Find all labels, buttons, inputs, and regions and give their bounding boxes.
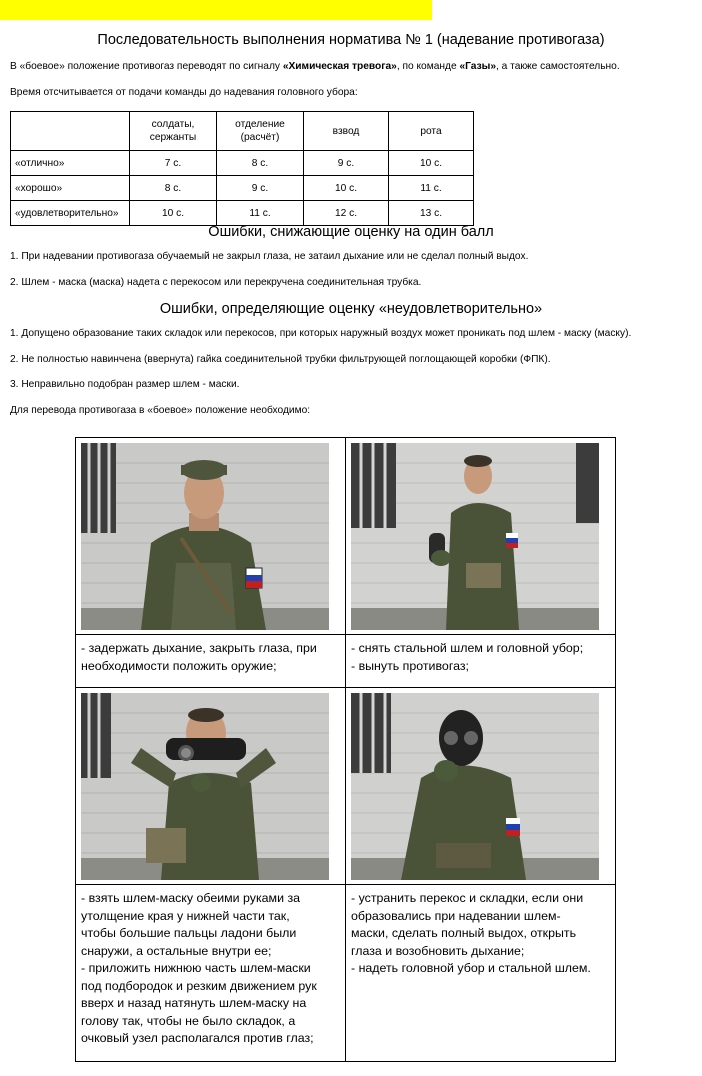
header-cell: отделение (расчёт) xyxy=(217,112,304,151)
time-cell: 13 с. xyxy=(389,201,474,226)
yellow-highlight-bar xyxy=(0,0,432,20)
caption-row xyxy=(76,635,616,688)
header-cell: рота xyxy=(389,112,474,151)
photo-cell xyxy=(76,438,346,635)
time-cell: 8 с. xyxy=(130,176,217,201)
list-item: 1. Допущено образование таких складок или перекосов, при которых наружный воздух может проникать под шлем - маску (маску). xyxy=(10,328,632,339)
photo-cell xyxy=(346,688,616,885)
table-row xyxy=(11,151,474,176)
step-caption: - снять стальной шлем и головной убор; - вынуть противогаз; xyxy=(351,641,584,673)
time-cell: 10 с. xyxy=(304,176,389,201)
time-cell: 7 с. xyxy=(130,151,217,176)
time-cell: 9 с. xyxy=(217,176,304,201)
step-photo-1 xyxy=(81,443,329,630)
list-item: 2. Шлем - маска (маска) надета с перекосом или перекручена соединительная трубка. xyxy=(10,277,422,288)
photo-row xyxy=(76,438,616,635)
caption-cell xyxy=(76,635,346,688)
section-title-minus-one: Ошибки, снижающие оценку на один балл xyxy=(208,224,494,240)
table-row xyxy=(11,176,474,201)
photo-cell xyxy=(76,688,346,885)
photo-row xyxy=(76,688,616,885)
photo-cell xyxy=(346,438,616,635)
time-cell: 11 с. xyxy=(217,201,304,226)
time-cell: 8 с. xyxy=(217,151,304,176)
combat-note: Для перевода противогаза в «боевое» положение необходимо: xyxy=(10,405,311,416)
step-photo-3 xyxy=(81,693,329,880)
step-caption: - взять шлем-маску обеими руками за утолщение края у нижней части так, чтобы большие пальцы ладони были снаружи, а остальные внутри ее; - приложить нижнюю часть шлем-маски под подбородок и резким движением рук вверх и назад натянуть шлем-маску на голову так, чтобы не было складок, а очковый узел располагался против глаз; xyxy=(81,891,317,1045)
caption-cell xyxy=(76,885,346,1062)
time-cell: 10 с. xyxy=(130,201,217,226)
intro-paragraph: В «боевое» положение противогаз переводят по сигналу «Химическая тревога», по команде «Газы», а также самостоятельно. xyxy=(10,61,620,72)
step-caption: - задержать дыхание, закрыть глаза, при необходимости положить оружие; xyxy=(81,641,317,673)
step-photo-4 xyxy=(351,693,599,880)
norm-table-header xyxy=(11,112,474,151)
norm-table xyxy=(10,111,474,226)
time-cell: 12 с. xyxy=(304,201,389,226)
grade-cell: «хорошо» xyxy=(11,176,130,201)
time-cell: 10 с. xyxy=(389,151,474,176)
caption-cell xyxy=(346,885,616,1062)
grade-cell: «отлично» xyxy=(11,151,130,176)
caption-row xyxy=(76,885,616,1062)
command-gases: «Газы» xyxy=(459,61,496,72)
grade-cell: «удовлетворительно» xyxy=(11,201,130,226)
section-title-fail: Ошибки, определяющие оценку «неудовлетворительно» xyxy=(159,301,543,317)
list-item: 1. При надевании противогаза обучаемый не закрыл глаза, не затаил дыхание или не сделал полный выдох. xyxy=(10,251,529,262)
caption-cell xyxy=(346,635,616,688)
time-cell: 11 с. xyxy=(389,176,474,201)
page-title: Последовательность выполнения норматива № 1 (надевание противогаза) xyxy=(97,32,605,48)
time-cell: 9 с. xyxy=(304,151,389,176)
step-photo-2 xyxy=(351,443,599,630)
table-row xyxy=(11,201,474,226)
header-cell: солдаты, сержанты xyxy=(130,112,217,151)
time-note: Время отсчитывается от подачи команды до надевания головного убора: xyxy=(10,87,358,98)
list-item: 3. Неправильно подобран размер шлем - маски. xyxy=(10,379,240,390)
steps-table xyxy=(75,437,616,1062)
signal-chemical-alarm: «Химическая тревога» xyxy=(282,61,397,72)
header-cell: взвод xyxy=(304,112,389,151)
step-caption: - устранить перекос и складки, если они образовались при надевании шлем- маски, сделать полный выдох, открыть глаза и возобновить дыхание; - надеть головной убор и стальной шлем. xyxy=(351,891,591,975)
list-item: 2. Не полностью навинчена (ввернута) гайка соединительной трубки фильтрующей поглощающей коробки (ФПК). xyxy=(10,354,551,365)
header-cell xyxy=(11,112,130,151)
